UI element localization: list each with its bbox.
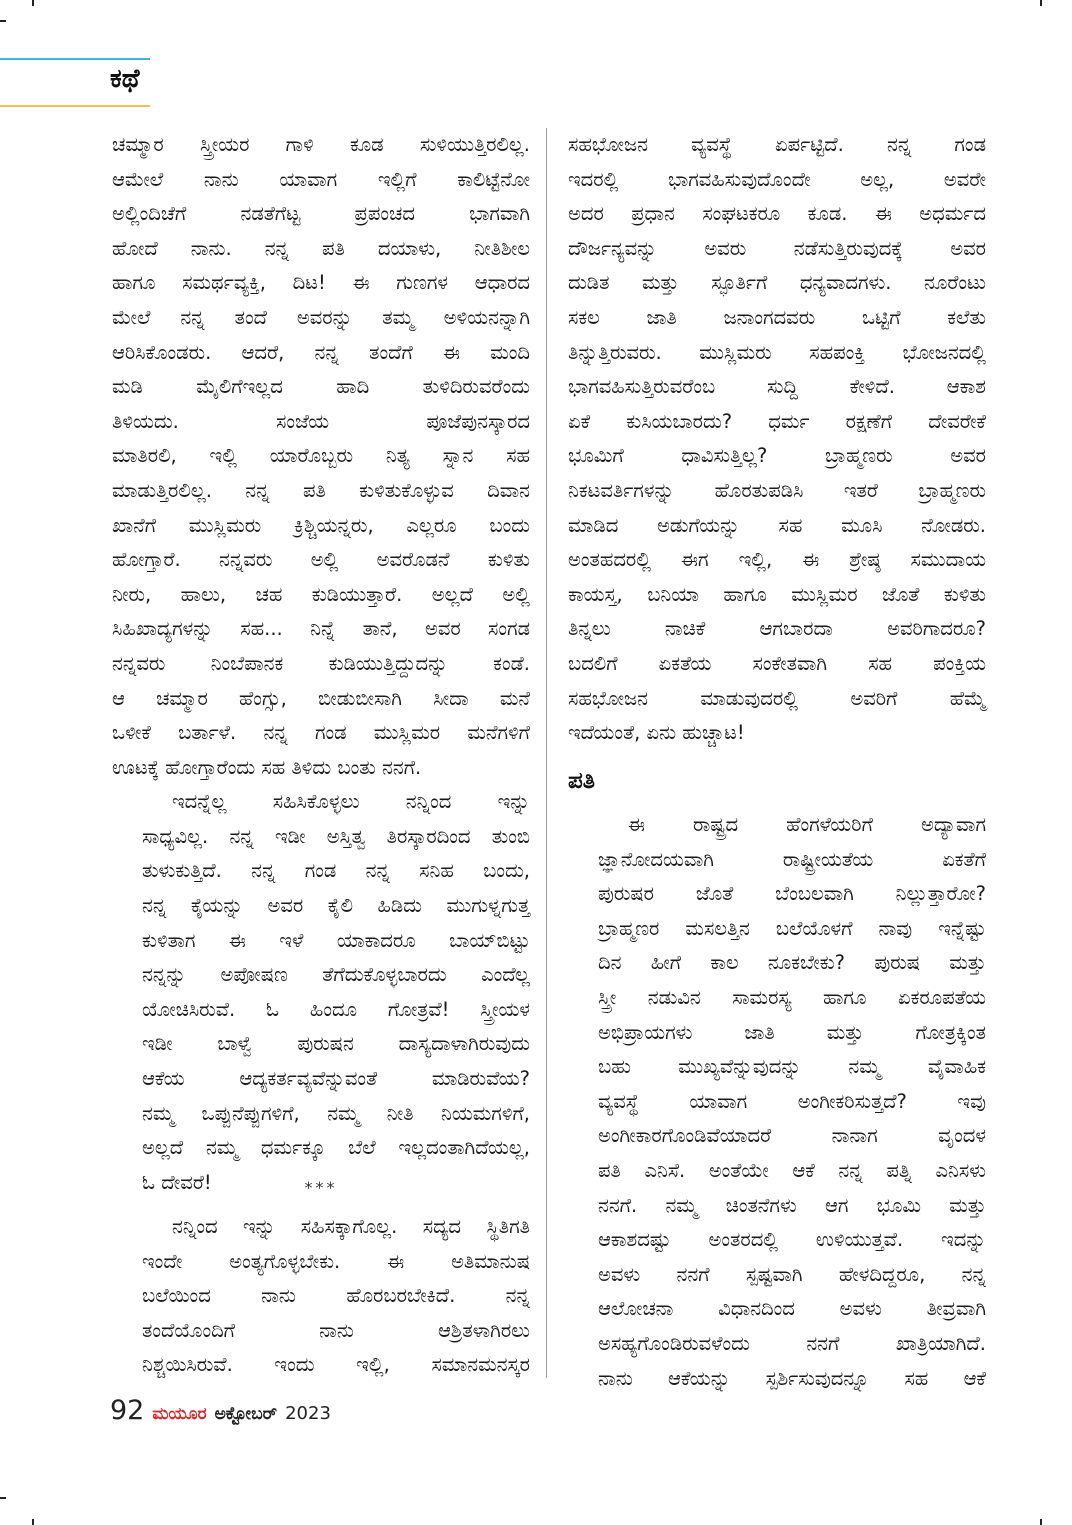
left-column-continued [112, 1210, 530, 1383]
text-line: ಮಡಿ ಮೈಲಿಗೆಇಲ್ಲದ ಹಾದಿ ತುಳಿದಿರುವರೆಂದು [112, 375, 530, 399]
text-line: ಇದೆಯಂತೆ, ಏನು ಹುಚ್ಚಾಟ! [568, 721, 745, 745]
text-line: ಅಸಹ್ಯಗೊಂಡಿರುವಳೆಂದು ನನಗೆ ಖಾತ್ರಿಯಾಗಿದೆ. [598, 1331, 986, 1355]
text-line: ಈ ರಾಷ್ಟ್ರದ ಹೆಂಗಳೆಯರಿಗೆ ಅದ್ಯಾವಾಗ [628, 813, 986, 836]
text-line: ಇಡೀ ಬಾಳ್ವೆ ಪುರುಷನ ದಾಸ್ಯದಾಳಾಗಿರುವುದು [142, 1032, 530, 1056]
text-line: ನಿಶ್ಚಯಿಸಿರುವೆ. ಇಂದು ಇಲ್ಲಿ, ಸಮಾನಮನಸ್ಕರ [142, 1353, 530, 1377]
crop-mark-bottom-right-v [1040, 1519, 1042, 1525]
text-line: ದಿನ ಹೀಗೆ ಕಾಲ ನೂಕಬೇಕು? ಪುರುಷ ಮತ್ತು [598, 951, 986, 975]
text-line: ಭಾಗವಹಿಸುತ್ತಿರುವರೆಂಬ ಸುದ್ದಿ ಕೇಳಿದೆ. ಆಕಾಶ [568, 375, 986, 399]
crop-mark-bottom-left-v [32, 1519, 34, 1525]
text-line: ಸಿಹಿಖಾದ್ಯಗಳನ್ನು ಸಹ... ನಿನ್ನೆ ತಾನೆ, ಅವರ ಸಂಗಡ [112, 617, 530, 641]
text-line: ಸಾಧ್ಯವಿಲ್ಲ. ನನ್ನ ಇಡೀ ಅಸ್ತಿತ್ವ ತಿರಸ್ಕಾರದಿಂದ ತುಂಬಿ [142, 824, 530, 848]
text-line: ಆರಿಸಿಕೊಂಡರು. ಆದರೆ, ನನ್ನ ತಂದೆಗೆ ಈ ಮಂದಿ [112, 340, 530, 364]
text-line: ಅಭಿಪ್ರಾಯಗಳು ಜಾತಿ ಮತ್ತು ಗೋತ್ರಕ್ಕಿಂತ [598, 1020, 986, 1044]
text-line: ನೀರು, ಹಾಲು, ಚಹ ಕುಡಿಯುತ್ತಾರೆ. ಅಲ್ಲದೆ ಅಲ್ಲಿ [112, 582, 530, 606]
text-line: ಯೋಚಿಸಿರುವೆ. ಓ ಹಿಂದೂ ಗೋತ್ರವೆ! ಸ್ತ್ರೀಯಳ [142, 997, 530, 1021]
left-paragraph-1 [112, 128, 530, 785]
section-label: ಕಥೆ [110, 64, 140, 94]
text-line: ಆಲೋಚನಾ ವಿಧಾನದಿಂದ ಅವಳು ತೀವ್ರವಾಗಿ [598, 1297, 986, 1321]
issue-month: ಅಕ್ಟೋಬರ್ [214, 1404, 278, 1424]
text-line: ತಿನ್ನಲು ನಾಚಿಕೆ ಆಗಬಾರದಾ ಅವರಿಗಾದರೂ? [568, 617, 986, 641]
column-divider [546, 128, 547, 1378]
text-line: ಆ ಚಮ್ಮಾರ ಹೆಂಗ್ಸು, ಬೀಡುಬೀಸಾಗಿ ಸೀದಾ ಮನೆ [112, 686, 530, 710]
text-line: ನನ್ನ ಕೈಯನ್ನು ಅವರ ಕೈಲಿ ಹಿಡಿದು ಮುಗುಳ್ನಗುತ್ತ [142, 894, 530, 918]
text-line: ಅಲ್ಲಿಂದಿಚೆಗೆ ನಡತೆಗೆಟ್ಟ ಪ್ರಪಂಚದ ಭಾಗವಾಗಿ [112, 202, 530, 226]
right-column [568, 128, 986, 751]
text-line: ಮೇಲೆ ನನ್ನ ತಂದೆ ಅವರನ್ನು ತಮ್ಮ ಅಳಿಯನನ್ನಾಗಿ [112, 305, 530, 329]
text-line: ಅಲ್ಲದೆ ನಮ್ಮ ಧರ್ಮಕ್ಕೂ ಬೆಲೆ ಇಲ್ಲದಂತಾಗಿದೆಯಲ್ಲ, [142, 1136, 530, 1160]
text-line: ದುಡಿತ ಮತ್ತು ಸ್ಫೂರ್ತಿಗೆ ಧನ್ಯವಾದಗಳು. ನೂರೆಂಟು [568, 271, 986, 295]
text-line: ತುಳುಕುತ್ತಿದೆ. ನನ್ನ ಗಂಡ ನನ್ನ ಸನಿಹ ಬಂದು, [142, 859, 530, 883]
section-separator: *** [304, 1178, 338, 1197]
text-line: ತಂದೆಯೊಂದಿಗೆ ನಾನು ಆಶ್ರಿತಳಾಗಿರಲು [142, 1318, 530, 1342]
section-rule-top [0, 58, 150, 60]
text-line: ತಿನ್ನುತ್ತಿರುವರು. ಮುಸ್ಲಿಮರು ಸಹಪಂಕ್ತಿ ಭೋಜನದಲ್ಲಿ [568, 340, 986, 364]
text-line: ಹಾಗೂ ಸಮರ್ಥವ್ಯಕ್ತಿ, ದಿಟ! ಈ ಗುಣಗಳ ಆಧಾರದ [112, 271, 530, 295]
text-line: ಬಲೆಯಿಂದ ನಾನು ಹೊರಬರಬೇಕಿದೆ. ನನ್ನ [142, 1284, 530, 1308]
text-line: ಬ್ರಾಹ್ಮಣರ ಮಸಲತ್ತಿನ ಬಲೆಯೊಳಗೆ ನಾವು ಇನ್ನೆಷ್ಟು [598, 916, 986, 940]
text-line: ಇದರಲ್ಲಿ ಭಾಗವಹಿಸುವುದೊಂದೇ ಅಲ್ಲ, ಅವರೇ [568, 167, 986, 191]
text-line: ಮಾಡಿದ ಅಡುಗೆಯನ್ನು ಸಹ ಮೂಸಿ ನೋಡರು. [568, 513, 986, 537]
text-line: ಭೂಮಿಗೆ ಧಾವಿಸುತ್ತಿಲ್ಲ? ಬ್ರಾಹ್ಮಣರು ಅವರ [568, 444, 986, 468]
text-line: ಖಾನೆಗೆ ಮುಸ್ಲಿಮರು ಕ್ರಿಶ್ಚಿಯನ್ನರು, ಎಲ್ಲರೂ ಬಂದು [112, 513, 530, 537]
text-line: ನನ್ನಿಂದ ಇನ್ನು ಸಹಿಸಕ್ಕಾಗೊಲ್ಲ. ಸದ್ಯದ ಸ್ಥಿತಿಗತಿ [172, 1215, 530, 1238]
text-line: ನನ್ನವರು ನಿಂಬೆಪಾನಕ ಕುಡಿಯುತ್ತಿದ್ದುದನ್ನು ಕಂಡೆ. [112, 651, 530, 675]
text-line: ಪುರುಷರ ಜೊತೆ ಬೆಂಬಲವಾಗಿ ನಿಲ್ಲುತ್ತಾರೋ? [598, 882, 986, 906]
text-line: ನಾನು ಆಕೆಯನ್ನು ಸ್ಪರ್ಶಿಸುವುದನ್ನೂ ಸಹ ಆಕೆ [598, 1366, 986, 1390]
right-column-continued [568, 808, 986, 1396]
text-line: ಮಾಡುತ್ತಿರಲಿಲ್ಲ. ನನ್ನ ಪತಿ ಕುಳಿತುಕೊಳ್ಳುವ ದಿವಾನ [112, 478, 530, 502]
text-line: ಆಮೇಲೆ ನಾನು ಯಾವಾಗ ಇಲ್ಲಿಗೆ ಕಾಲಿಟ್ಟೆನೋ [112, 167, 530, 191]
text-line: ಅಂಗೀಕಾರಗೊಂಡಿವೆಯಾದರೆ ನಾನಾಗ ವೃಂದಳ [598, 1124, 986, 1148]
text-line: ಪತಿ ಎನಿಸೆ. ಅಂತೆಯೇ ಆಕೆ ನನ್ನ ಪತ್ನಿ ಎನಿಸಳು [598, 1158, 986, 1182]
right-paragraph-2 [568, 808, 986, 1396]
text-line: ಊಟಕ್ಕೆ ಹೋಗ್ತಾರೆಂದು ಸಹ ತಿಳಿದು ಬಂತು ನನಗೆ. [112, 755, 422, 779]
text-line: ವ್ಯವಸ್ಥೆ ಯಾವಾಗ ಅಂಗೀಕರಿಸುತ್ತದೆ? ಇವು [598, 1089, 986, 1113]
text-line: ಚಮ್ಮಾರ ಸ್ತ್ರೀಯರ ಗಾಳಿ ಕೂಡ ಸುಳಿಯುತ್ತಿರಲಿಲ್ಲ. [112, 133, 530, 156]
text-line: ಬದಲಿಗೆ ಏಕತೆಯ ಸಂಕೇತವಾಗಿ ಸಹ ಪಂಕ್ತಿಯ [568, 651, 986, 675]
text-line: ದೌರ್ಜನ್ಯವನ್ನು ಅವರು ನಡೆಸುತ್ತಿರುವುದಕ್ಕೆ ಅವರ [568, 236, 986, 260]
text-line: ಇದನ್ನೆಲ್ಲ ಸಹಿಸಿಕೊಳ್ಳಲು ನನ್ನಿಂದ ಇನ್ನು [172, 790, 530, 814]
text-line: ನಮ್ಮ ಒಪ್ಪುನೆಪ್ಪುಗಳಿಗೆ, ನಮ್ಮ ನೀತಿ ನಿಯಮಗಳಿಗೆ, [142, 1101, 530, 1125]
text-line: ತಿಳಿಯದು. ಸಂಜೆಯ ಪೂಜೆಪುನಸ್ಕಾರದ [112, 409, 530, 433]
text-line: ನನಗೆ. ನಮ್ಮ ಚಿಂತನೆಗಳು ಆಗ ಭೂಮಿ ಮತ್ತು [598, 1193, 986, 1217]
subheading: ಪತಿ [568, 768, 595, 794]
text-line: ಕುಳಿತಾಗ ಈ ಇಳೆ ಯಾಕಾದರೂ ಬಾಯ್‌ಬಿಟ್ಟು [142, 928, 530, 952]
text-line: ನಿಕಟವರ್ತಿಗಳನ್ನು ಹೊರತುಪಡಿಸಿ ಇತರೆ ಬ್ರಾಹ್ಮಣರು [568, 478, 986, 502]
text-line: ಅದರ ಪ್ರಧಾನ ಸಂಘಟಕರೂ ಕೂಡ. ಈ ಅಧರ್ಮದ [568, 202, 986, 226]
text-line: ಬಹು ಮುಖ್ಯವೆನ್ನುವುದನ್ನು ನಮ್ಮ ವೈವಾಹಿಕ [598, 1055, 986, 1079]
page-number: 92 [110, 1395, 145, 1426]
text-line: ಆಕೆಯ ಆದ್ಯಕರ್ತವ್ಯವೆನ್ನುವಂತೆ ಮಾಡಿರುವೆಯ? [142, 1067, 530, 1091]
section-rule-bottom [0, 105, 150, 107]
text-line: ಸಕಲ ಜಾತಿ ಜನಾಂಗದವರು ಒಟ್ಟಿಗೆ ಕಲೆತು [568, 305, 986, 329]
text-line: ಜ್ಞಾನೋದಯವಾಗಿ ರಾಷ್ಟ್ರೀಯತೆಯ ಏಕತೆಗೆ [598, 847, 986, 871]
section-tag [0, 58, 150, 108]
text-line: ಹೋದೆ ನಾನು. ನನ್ನ ಪತಿ ದಯಾಳು, ನೀತಿಶೀಲ [112, 236, 530, 260]
crop-mark-top-right-v [1040, 0, 1042, 6]
text-line: ಅವಳು ನನಗೆ ಸ್ಪಷ್ಟವಾಗಿ ಹೇಳದಿದ್ದರೂ, ನನ್ನ [598, 1262, 986, 1286]
text-line: ಸಹಭೋಜನ ಮಾಡುವುದರಲ್ಲಿ ಅವರಿಗೆ ಹೆಮ್ಮೆ [568, 686, 986, 710]
text-line: ಸ್ತ್ರೀ ನಡುವಿನ ಸಾಮರಸ್ಯ ಹಾಗೂ ಏಕರೂಪತೆಯ [598, 985, 986, 1009]
text-line: ಸಹಭೋಜನ ವ್ಯವಸ್ಥೆ ಏರ್ಪಟ್ಟಿದೆ. ನನ್ನ ಗಂಡ [568, 133, 986, 156]
text-line: ಕಾಯಸ್ತ, ಬನಿಯಾ ಹಾಗೂ ಮುಸ್ಲಿಮರ ಜೊತೆ ಕುಳಿತು [568, 582, 986, 606]
left-column [112, 128, 530, 1200]
text-line: ಆಕಾಶದಷ್ಟು ಅಂತರದಲ್ಲಿ ಉಳಿಯುತ್ತವೆ. ಇದನ್ನು [598, 1228, 986, 1252]
magazine-name: ಮಯೂರ [152, 1404, 207, 1424]
text-line: ನನ್ನನ್ನು ಅಪೋಷಣ ತೆಗೆದುಕೊಳ್ಳಬಾರದು ಎಂದೆಲ್ಲ [142, 963, 530, 987]
left-paragraph-3 [112, 1210, 530, 1383]
text-line: ಒಳೀಕೆ ಬರ್ತಾಳೆ. ನನ್ನ ಗಂಡ ಮುಸ್ಲಿಮರ ಮನೆಗಳಿಗೆ [112, 721, 530, 745]
text-line: ಓ ದೇವರೆ! [142, 1170, 212, 1194]
text-line: ಅಂತಹದರಲ್ಲಿ ಈಗ ಇಲ್ಲಿ, ಈ ಶ್ರೇಷ್ಠ ಸಮುದಾಯ [568, 548, 986, 572]
crop-mark-bottom-left [0, 1497, 6, 1499]
text-line: ಮಾತಿರಲಿ, ಇಲ್ಲಿ ಯಾರೊಬ್ಬರು ನಿತ್ಯ ಸ್ನಾನ ಸಹ [112, 444, 530, 468]
text-line: ಏಕೆ ಕುಸಿಯಬಾರದು? ಧರ್ಮ ರಕ್ಷಣೆಗೆ ದೇವರೇಕೆ [568, 409, 986, 433]
right-paragraph-1 [568, 128, 986, 751]
crop-mark-top-left-v [32, 0, 34, 6]
issue-year: 2023 [285, 1403, 331, 1424]
left-paragraph-2 [112, 785, 530, 1200]
text-line: ಇಂದೇ ಅಂತ್ಯಗೊಳ್ಳಬೇಕು. ಈ ಅತಿಮಾನುಷ [142, 1249, 530, 1273]
text-line: ಹೋಗ್ತಾರೆ. ನನ್ನವರು ಅಲ್ಲಿ ಅವರೊಡನೆ ಕುಳಿತು [112, 548, 530, 572]
page-footer [110, 1395, 331, 1427]
crop-mark-top-left [0, 20, 6, 22]
